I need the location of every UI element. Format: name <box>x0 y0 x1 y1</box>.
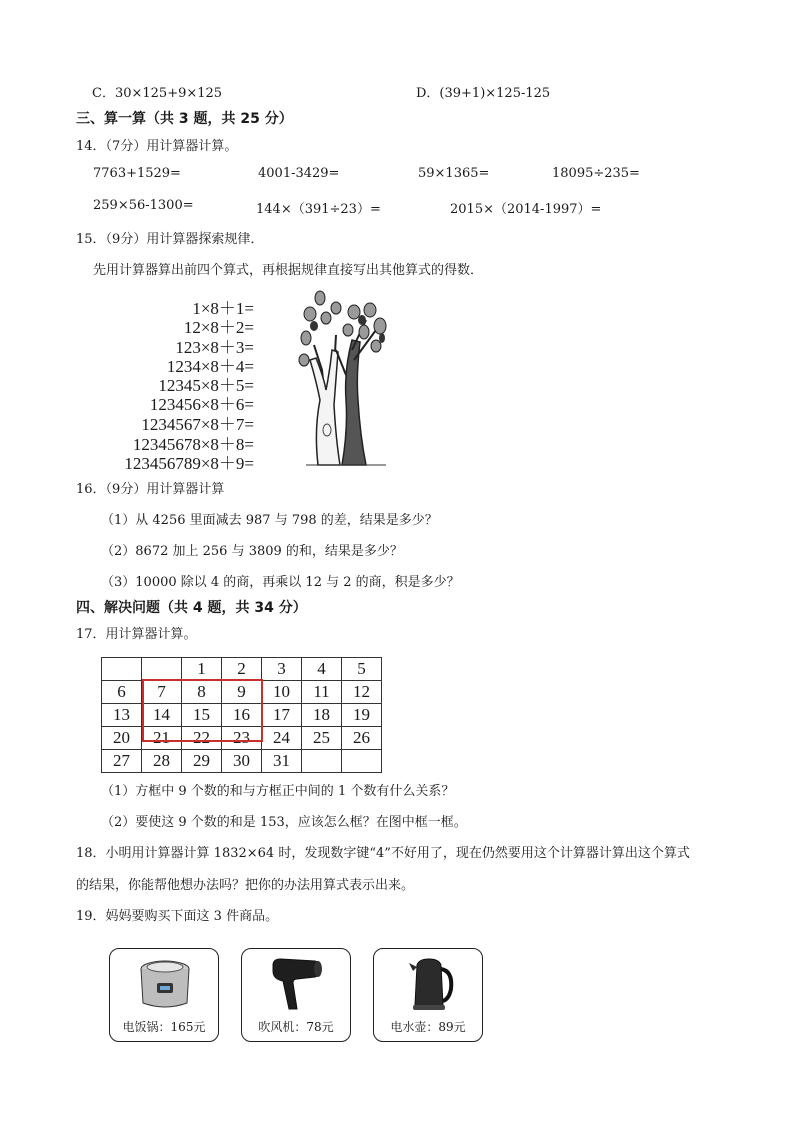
q15-formula: 1×8＋1= <box>192 299 254 318</box>
section-4-heading: 四、解决问题（共 4 题，共 34 分） <box>76 600 307 616</box>
grid-cell: 9 <box>222 681 262 704</box>
grid-cell <box>302 750 342 773</box>
grid-cell: 20 <box>102 727 142 750</box>
grid-cell: 2 <box>222 658 262 681</box>
q16-item: （3）10000 除以 4 的商，再乘以 12 与 2 的商，积是多少？ <box>101 575 460 590</box>
grid-cell: 26 <box>342 727 382 750</box>
grid-cell: 29 <box>182 750 222 773</box>
q15-instruction: 先用计算器算出前四个算式，再根据规律直接写出其他算式的得数． <box>93 263 484 278</box>
grid-cell: 15 <box>182 704 222 727</box>
grid-cell: 13 <box>102 704 142 727</box>
grid-cell: 14 <box>142 704 182 727</box>
product-label: 电饭锅：165元 <box>122 1020 206 1034</box>
grid-cell <box>142 658 182 681</box>
q15-formula: 1234×8＋4= <box>166 357 254 376</box>
grid-cell: 18 <box>302 704 342 727</box>
option-d: D．(39+1)×125-125 <box>416 86 551 101</box>
q14-expr: 2015×（2014-1997）= <box>450 202 602 217</box>
q17-item: （2）要使这 9 个数的和是 153，应该怎么框？在图中框一框。 <box>101 815 467 830</box>
grid-cell: 6 <box>102 681 142 704</box>
rice-cooker-icon <box>135 955 195 1013</box>
q15-formula: 12345678×8＋8= <box>132 435 254 454</box>
q15-formula: 123456789×8＋9= <box>124 454 254 473</box>
q14-expr: 59×1365= <box>418 166 490 181</box>
grid-cell: 3 <box>262 658 302 681</box>
q18-text-line2: 的结果，你能帮他想办法吗？把你的办法用算式表示出来。 <box>76 878 415 893</box>
q16-item: （1）从 4256 里面减去 987 与 798 的差，结果是多少？ <box>101 513 438 528</box>
grid-cell: 21 <box>142 727 182 750</box>
q14-expr: 144×（391÷23）= <box>256 202 381 217</box>
grid-cell: 1 <box>182 658 222 681</box>
q17-title: 17．用计算器计算。 <box>76 627 197 642</box>
q14-expr: 4001-3429= <box>258 166 340 181</box>
q15-formula: 123×8＋3= <box>175 338 254 357</box>
product-card <box>373 948 483 1042</box>
q15-formula: 12345×8＋5= <box>158 376 254 395</box>
grid-cell: 22 <box>182 727 222 750</box>
product-card <box>241 948 351 1042</box>
q15-formula: 12×8＋2= <box>183 318 254 337</box>
q14-title: 14．（7分）用计算器计算。 <box>76 139 238 154</box>
q16-title: 16．（9分）用计算器计算 <box>76 482 225 497</box>
option-c: C．30×125+9×125 <box>92 86 223 101</box>
grid-cell: 5 <box>342 658 382 681</box>
grid-cell: 11 <box>302 681 342 704</box>
q15-formula: 1234567×8＋7= <box>141 415 254 434</box>
q19-title: 19．妈妈要购买下面这 3 件商品。 <box>76 909 279 924</box>
grid-cell: 25 <box>302 727 342 750</box>
grid-cell: 16 <box>222 704 262 727</box>
section-3-heading: 三、算一算（共 3 题，共 25 分） <box>76 111 293 127</box>
product-label: 电水壶：89元 <box>390 1020 466 1034</box>
grid-cell: 10 <box>262 681 302 704</box>
grid-cell: 30 <box>222 750 262 773</box>
grid-cell: 24 <box>262 727 302 750</box>
grid-cell <box>102 658 142 681</box>
product-card <box>109 948 219 1042</box>
q14-expr: 7763+1529= <box>93 166 181 181</box>
grid-cell: 28 <box>142 750 182 773</box>
q15-formula: 123456×8＋6= <box>149 395 254 414</box>
q16-item: （2）8672 加上 256 与 3809 的和，结果是多少？ <box>101 544 403 559</box>
grid-cell: 8 <box>182 681 222 704</box>
q14-expr: 18095÷235= <box>552 166 640 181</box>
grid-cell <box>342 750 382 773</box>
highlight-box <box>142 679 263 742</box>
grid-cell: 19 <box>342 704 382 727</box>
q14-expr: 259×56-1300= <box>93 198 194 213</box>
q15-title: 15．（9分）用计算器探索规律． <box>76 232 264 247</box>
grid-cell: 17 <box>262 704 302 727</box>
grid-row <box>102 658 382 681</box>
trees-illustration <box>296 290 388 466</box>
product-label: 吹风机：78元 <box>258 1020 334 1034</box>
grid-row <box>102 750 382 773</box>
hair-dryer-icon <box>267 955 327 1013</box>
grid-cell: 12 <box>342 681 382 704</box>
grid-cell: 7 <box>142 681 182 704</box>
grid-cell: 31 <box>262 750 302 773</box>
grid-cell: 23 <box>222 727 262 750</box>
q18-text-line1: 18．小明用计算器计算 1832×64 时，发现数字键“4”不好用了，现在仍然要用这个计算器计算出这个算式 <box>76 846 690 861</box>
q17-item: （1）方框中 9 个数的和与方框正中间的 1 个数有什么关系？ <box>101 784 455 799</box>
kettle-icon <box>399 955 459 1013</box>
grid-cell: 4 <box>302 658 342 681</box>
grid-cell: 27 <box>102 750 142 773</box>
